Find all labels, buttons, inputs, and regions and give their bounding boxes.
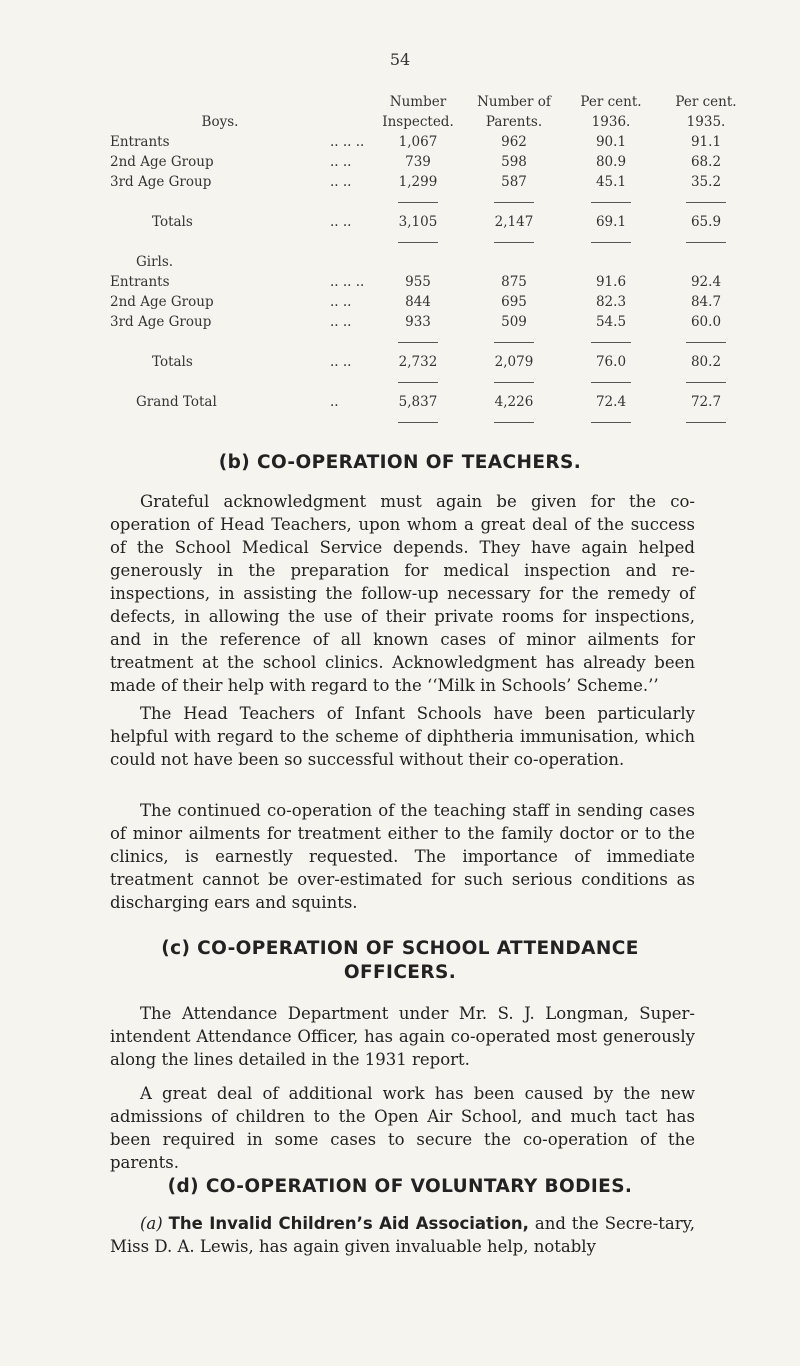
girls-totals-row: Totals .. .. 2,732 2,079 76.0 80.2	[152, 354, 722, 370]
boys-group-label: Boys.	[201, 114, 239, 130]
inspection-statistics-table	[110, 92, 752, 432]
section-c-paragraph-2: A great deal of additional work has been caused by the new admissions of children to the Open Air School, and much tact has been required in some cases to secure the co-operation of the parents.	[110, 1084, 695, 1172]
table-row: 3rd Age Group .. .. 1,299 587 45.1 35.2	[110, 174, 722, 190]
association-name: The Invalid Children’s Aid Association,	[168, 1214, 529, 1233]
girls-group-row	[110, 252, 752, 272]
header-per-cent-1936: Per cent. 1936.	[580, 94, 642, 130]
table-row: Entrants .. .. .. 955 875 91.6 92.4	[110, 274, 722, 290]
section-c-paragraph-1: The Attendance Department under Mr. S. J. Longman, Super-intendent Attendance Officer, has again co-operated most generously along the lines detailed in the 1931 report.	[110, 1004, 695, 1069]
section-b-paragraph-3: The continued co-operation of the teaching staff in sending cases of minor ailments for treatment either to the family doctor or to the clinics, is earnestly requested. The importance of immediate treatment cannot be over-estimated for such serious conditions as discharging ears and squints.	[110, 801, 695, 912]
table-row: 3rd Age Group .. .. 933 509 54.5 60.0	[110, 314, 722, 330]
girls-group-label: Girls.	[136, 254, 174, 270]
table-row: 2nd Age Group .. .. 739 598 80.9 68.2	[110, 154, 722, 170]
section-d-title: (d) CO-OPERATION OF VOLUNTARY BODIES.	[167, 1176, 633, 1197]
section-b-paragraph-2: The Head Teachers of Infant Schools have been particularly helpful with regard to the scheme of diphtheria immunisation, which could not have been so successful without their co-operation.	[110, 704, 695, 769]
section-c-title: (c) CO-OPERATION OF SCHOOL ATTENDANCE OFFICERS.	[161, 938, 639, 983]
rule-row	[110, 372, 752, 392]
section-d-paragraph-1: (a) The Invalid Children’s Aid Association, and the Secre-tary, Miss D. A. Lewis, has again given invaluable help, notably	[110, 1214, 695, 1256]
section-b-paragraph-1: Grateful acknowledgment must again be given for the co-operation of Head Teachers, upon whom a great deal of the success of the School Medical Service depends. They have again helped generously in the preparation for medical inspection and re-inspections, in assisting the follow-up necessary for the remedy of defects, in allowing the use of their private rooms for inspections, and in the reference of all known cases of minor ailments for treatment at the school clinics. Acknowledgment has already been made of their help with regard to the ‘‘Milk in Schools’ Scheme.’’	[110, 492, 695, 695]
header-number-of-parents: Number of Parents.	[477, 94, 551, 130]
page-number: 54	[389, 50, 411, 69]
rule-row	[110, 232, 752, 252]
section-b-title: (b) CO-OPERATION OF TEACHERS.	[218, 452, 582, 473]
rule-row	[110, 192, 752, 212]
table-row: 2nd Age Group .. .. 844 695 82.3 84.7	[110, 294, 722, 310]
rule-row	[110, 332, 752, 352]
header-number-inspected: Number Inspected.	[382, 94, 454, 130]
table-row: Entrants .. .. .. 1,067 962 90.1 91.1	[110, 134, 722, 150]
boys-totals-row: Totals .. .. 3,105 2,147 69.1 65.9	[152, 214, 722, 230]
grand-total-row: Grand Total .. 5,837 4,226 72.4 72.7	[136, 394, 722, 410]
rule-row	[110, 412, 752, 432]
table-header-row	[110, 92, 752, 132]
header-per-cent-1935: Per cent. 1935.	[675, 94, 737, 130]
